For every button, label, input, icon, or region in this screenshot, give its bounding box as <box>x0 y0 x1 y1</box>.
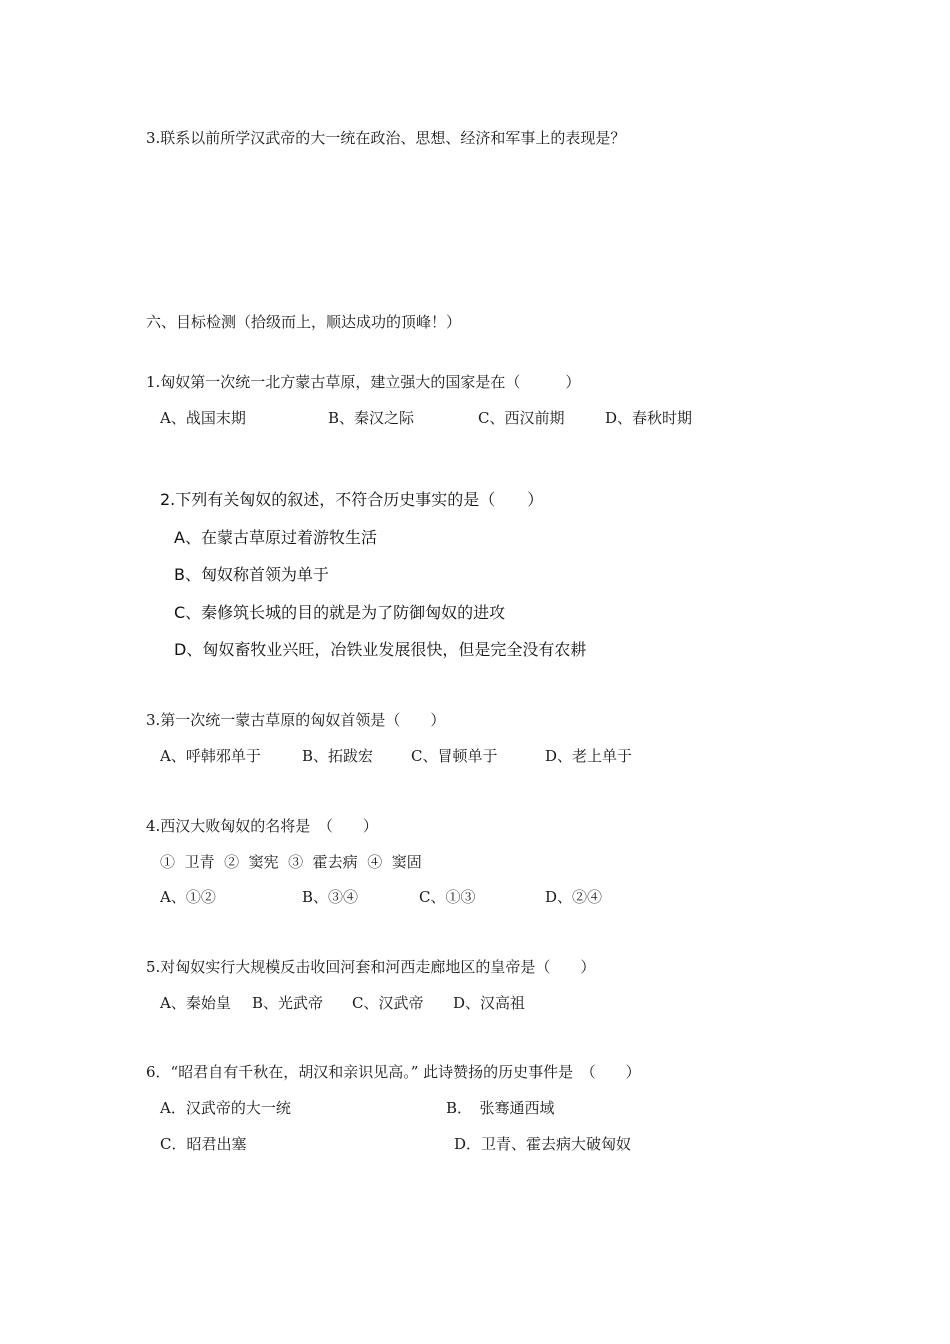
option-a: A、呼韩邪单于 <box>160 747 261 765</box>
option-b: B、拓跋宏 <box>302 747 374 765</box>
question-4-options <box>160 887 760 907</box>
question-2-stem: 2.下列有关匈奴的叙述，不符合历史事实的是（ ） <box>160 490 544 509</box>
question-3-options <box>160 746 760 766</box>
question-1-stem: 1.匈奴第一次统一北方蒙古草原，建立强大的国家是在（ ） <box>146 373 581 391</box>
option-b: B、秦汉之际 <box>328 409 415 427</box>
question-2-option-a: A、在蒙古草原过着游牧生活 <box>174 528 377 547</box>
option-d: D、汉高祖 <box>453 994 526 1012</box>
question-6-option-b: B． 张骞通西域 <box>446 1099 555 1117</box>
question-2-option-b: B、匈奴称首领为单于 <box>174 565 329 584</box>
option-d: D、老上单于 <box>545 747 633 765</box>
question-4-stem: 4.西汉大败匈奴的名将是 （ ） <box>146 817 378 835</box>
question-5-options <box>160 993 760 1013</box>
option-d: D、②④ <box>545 888 603 906</box>
option-a: A、秦始皇 <box>160 994 231 1012</box>
question-6-option-a: A．汉武帝的大一统 <box>160 1099 291 1117</box>
section-title: 六、目标检测（拾级而上，顺达成功的顶峰！） <box>146 313 462 331</box>
question-prev-3: 3.联系以前所学汉武帝的大一统在政治、思想、经济和军事上的表现是？ <box>146 129 626 147</box>
option-c: C、①③ <box>419 888 476 906</box>
option-a: A、①② <box>160 888 216 906</box>
option-c: C、汉武帝 <box>352 994 424 1012</box>
option-d: D、春秋时期 <box>605 409 693 427</box>
option-c: C、冒顿单于 <box>411 747 498 765</box>
question-2-option-c: C、秦修筑长城的目的就是为了防御匈奴的进攻 <box>174 603 506 622</box>
option-a: A、战国末期 <box>160 409 246 427</box>
question-1-options <box>160 408 760 428</box>
question-3-stem: 3.第一次统一蒙古草原的匈奴首领是（ ） <box>146 711 446 729</box>
question-5-stem: 5.对匈奴实行大规模反击收回河套和河西走廊地区的皇帝是（ ） <box>146 958 596 976</box>
question-6-stem: 6．“昭君自有千秋在，胡汉和亲识见高。” 此诗赞扬的历史事件是 （ ） <box>146 1063 641 1081</box>
question-6-option-c: C．昭君出塞 <box>160 1135 247 1153</box>
option-b: B、光武帝 <box>252 994 324 1012</box>
option-c: C、西汉前期 <box>478 409 565 427</box>
question-4-items: ① 卫青 ② 窦宪 ③ 霍去病 ④ 窦固 <box>160 853 422 871</box>
question-2-option-d: D、匈奴畜牧业兴旺，冶铁业发展很快，但是完全没有农耕 <box>174 640 587 659</box>
question-6-option-d: D．卫青、霍去病大破匈奴 <box>454 1135 632 1153</box>
option-b: B、③④ <box>302 888 359 906</box>
